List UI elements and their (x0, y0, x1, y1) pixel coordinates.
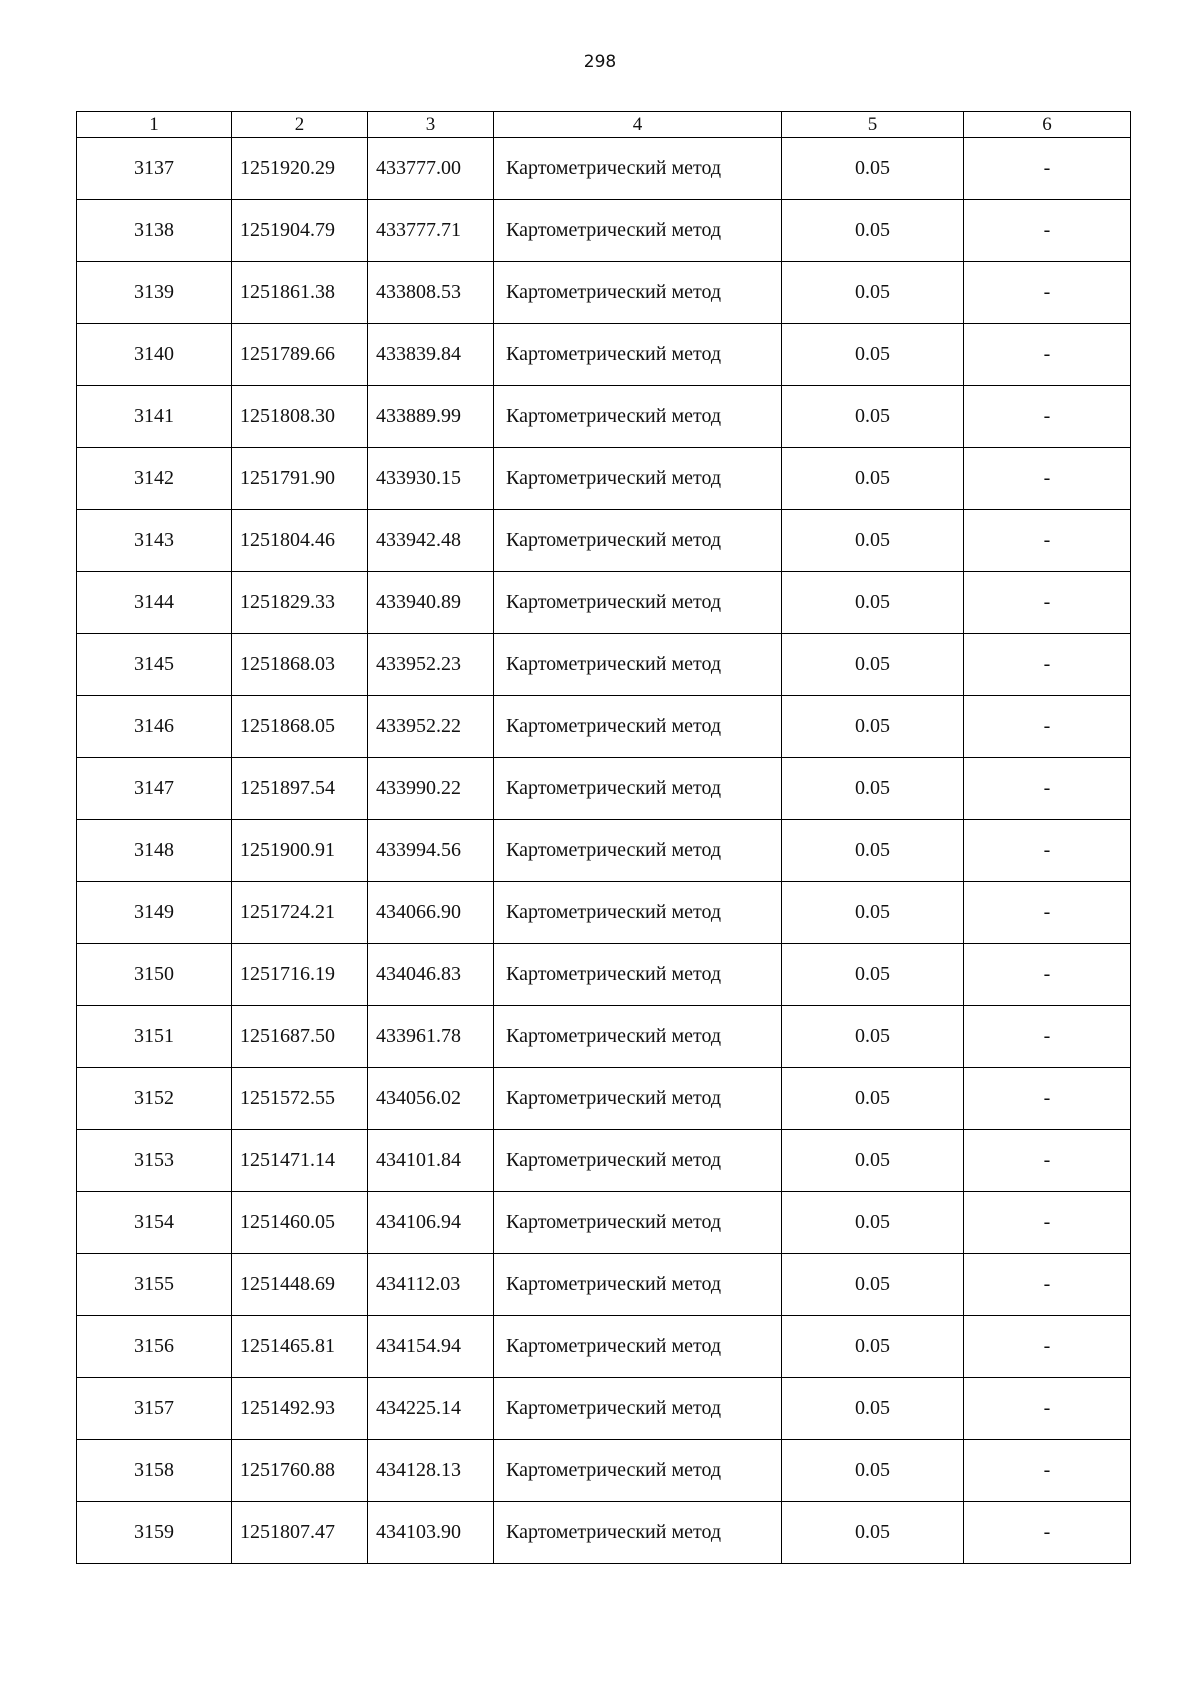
method-cell: Картометрический метод (494, 820, 782, 882)
x-coordinate-cell: 1251808.30 (232, 386, 368, 448)
x-coordinate-cell: 1251716.19 (232, 944, 368, 1006)
y-coordinate-cell: 433940.89 (368, 572, 494, 634)
x-coordinate-cell: 1251687.50 (232, 1006, 368, 1068)
table-row (77, 200, 1131, 262)
table-row (77, 1006, 1131, 1068)
point-number-cell: 3151 (77, 1006, 232, 1068)
x-coordinate-cell: 1251829.33 (232, 572, 368, 634)
accuracy-cell: 0.05 (782, 944, 964, 1006)
table-row (77, 510, 1131, 572)
table-row (77, 572, 1131, 634)
coordinates-table (76, 111, 1131, 1564)
accuracy-cell: 0.05 (782, 1316, 964, 1378)
accuracy-cell: 0.05 (782, 386, 964, 448)
y-coordinate-cell: 433942.48 (368, 510, 494, 572)
x-coordinate-cell: 1251804.46 (232, 510, 368, 572)
note-cell: - (964, 324, 1131, 386)
table-row (77, 820, 1131, 882)
x-coordinate-cell: 1251492.93 (232, 1378, 368, 1440)
accuracy-cell: 0.05 (782, 820, 964, 882)
x-coordinate-cell: 1251868.03 (232, 634, 368, 696)
note-cell: - (964, 634, 1131, 696)
accuracy-cell: 0.05 (782, 696, 964, 758)
table-row (77, 1130, 1131, 1192)
accuracy-cell: 0.05 (782, 510, 964, 572)
accuracy-cell: 0.05 (782, 262, 964, 324)
y-coordinate-cell: 433952.23 (368, 634, 494, 696)
x-coordinate-cell: 1251460.05 (232, 1192, 368, 1254)
method-cell: Картометрический метод (494, 1192, 782, 1254)
header-col-3: 3 (368, 112, 494, 138)
method-cell: Картометрический метод (494, 1378, 782, 1440)
point-number-cell: 3137 (77, 138, 232, 200)
y-coordinate-cell: 433994.56 (368, 820, 494, 882)
y-coordinate-cell: 433990.22 (368, 758, 494, 820)
note-cell: - (964, 1378, 1131, 1440)
note-cell: - (964, 138, 1131, 200)
point-number-cell: 3148 (77, 820, 232, 882)
note-cell: - (964, 510, 1131, 572)
method-cell: Картометрический метод (494, 1316, 782, 1378)
x-coordinate-cell: 1251789.66 (232, 324, 368, 386)
accuracy-cell: 0.05 (782, 200, 964, 262)
table-row (77, 696, 1131, 758)
header-col-6: 6 (964, 112, 1131, 138)
accuracy-cell: 0.05 (782, 1440, 964, 1502)
y-coordinate-cell: 433930.15 (368, 448, 494, 510)
point-number-cell: 3147 (77, 758, 232, 820)
point-number-cell: 3145 (77, 634, 232, 696)
x-coordinate-cell: 1251724.21 (232, 882, 368, 944)
method-cell: Картометрический метод (494, 1006, 782, 1068)
y-coordinate-cell: 433777.00 (368, 138, 494, 200)
method-cell: Картометрический метод (494, 448, 782, 510)
y-coordinate-cell: 433777.71 (368, 200, 494, 262)
x-coordinate-cell: 1251572.55 (232, 1068, 368, 1130)
header-col-2: 2 (232, 112, 368, 138)
point-number-cell: 3153 (77, 1130, 232, 1192)
point-number-cell: 3141 (77, 386, 232, 448)
table-row (77, 882, 1131, 944)
accuracy-cell: 0.05 (782, 572, 964, 634)
note-cell: - (964, 1068, 1131, 1130)
accuracy-cell: 0.05 (782, 138, 964, 200)
table-row (77, 1068, 1131, 1130)
point-number-cell: 3154 (77, 1192, 232, 1254)
note-cell: - (964, 1440, 1131, 1502)
method-cell: Картометрический метод (494, 882, 782, 944)
y-coordinate-cell: 434056.02 (368, 1068, 494, 1130)
accuracy-cell: 0.05 (782, 1192, 964, 1254)
y-coordinate-cell: 433839.84 (368, 324, 494, 386)
method-cell: Картометрический метод (494, 758, 782, 820)
note-cell: - (964, 944, 1131, 1006)
y-coordinate-cell: 434103.90 (368, 1502, 494, 1564)
table-row (77, 944, 1131, 1006)
note-cell: - (964, 262, 1131, 324)
header-row (77, 112, 1131, 138)
note-cell: - (964, 1502, 1131, 1564)
y-coordinate-cell: 433889.99 (368, 386, 494, 448)
method-cell: Картометрический метод (494, 696, 782, 758)
method-cell: Картометрический метод (494, 386, 782, 448)
note-cell: - (964, 386, 1131, 448)
table-row (77, 634, 1131, 696)
y-coordinate-cell: 434154.94 (368, 1316, 494, 1378)
table-row (77, 1502, 1131, 1564)
method-cell: Картометрический метод (494, 200, 782, 262)
table-row (77, 138, 1131, 200)
table-row (77, 1378, 1131, 1440)
point-number-cell: 3156 (77, 1316, 232, 1378)
note-cell: - (964, 1254, 1131, 1316)
method-cell: Картометрический метод (494, 634, 782, 696)
accuracy-cell: 0.05 (782, 758, 964, 820)
point-number-cell: 3142 (77, 448, 232, 510)
method-cell: Картометрический метод (494, 324, 782, 386)
y-coordinate-cell: 433952.22 (368, 696, 494, 758)
header-col-1: 1 (77, 112, 232, 138)
x-coordinate-cell: 1251791.90 (232, 448, 368, 510)
method-cell: Картометрический метод (494, 1440, 782, 1502)
x-coordinate-cell: 1251897.54 (232, 758, 368, 820)
header-col-4: 4 (494, 112, 782, 138)
method-cell: Картометрический метод (494, 1068, 782, 1130)
table-row (77, 448, 1131, 510)
x-coordinate-cell: 1251807.47 (232, 1502, 368, 1564)
header-col-5: 5 (782, 112, 964, 138)
point-number-cell: 3158 (77, 1440, 232, 1502)
note-cell: - (964, 1316, 1131, 1378)
method-cell: Картометрический метод (494, 944, 782, 1006)
accuracy-cell: 0.05 (782, 1502, 964, 1564)
point-number-cell: 3150 (77, 944, 232, 1006)
accuracy-cell: 0.05 (782, 634, 964, 696)
y-coordinate-cell: 434066.90 (368, 882, 494, 944)
page-number: 298 (583, 52, 617, 72)
note-cell: - (964, 1006, 1131, 1068)
accuracy-cell: 0.05 (782, 1130, 964, 1192)
point-number-cell: 3146 (77, 696, 232, 758)
x-coordinate-cell: 1251471.14 (232, 1130, 368, 1192)
accuracy-cell: 0.05 (782, 1068, 964, 1130)
table-row (77, 386, 1131, 448)
y-coordinate-cell: 434046.83 (368, 944, 494, 1006)
accuracy-cell: 0.05 (782, 324, 964, 386)
point-number-cell: 3139 (77, 262, 232, 324)
note-cell: - (964, 758, 1131, 820)
note-cell: - (964, 1130, 1131, 1192)
table-row (77, 262, 1131, 324)
table-row (77, 1316, 1131, 1378)
note-cell: - (964, 696, 1131, 758)
point-number-cell: 3159 (77, 1502, 232, 1564)
point-number-cell: 3138 (77, 200, 232, 262)
method-cell: Картометрический метод (494, 1502, 782, 1564)
method-cell: Картометрический метод (494, 1130, 782, 1192)
x-coordinate-cell: 1251904.79 (232, 200, 368, 262)
y-coordinate-cell: 434106.94 (368, 1192, 494, 1254)
point-number-cell: 3140 (77, 324, 232, 386)
note-cell: - (964, 882, 1131, 944)
accuracy-cell: 0.05 (782, 1254, 964, 1316)
accuracy-cell: 0.05 (782, 882, 964, 944)
accuracy-cell: 0.05 (782, 1378, 964, 1440)
table-row (77, 1192, 1131, 1254)
y-coordinate-cell: 434225.14 (368, 1378, 494, 1440)
y-coordinate-cell: 433961.78 (368, 1006, 494, 1068)
note-cell: - (964, 200, 1131, 262)
x-coordinate-cell: 1251760.88 (232, 1440, 368, 1502)
table-row (77, 1254, 1131, 1316)
table-header (77, 112, 1131, 138)
point-number-cell: 3152 (77, 1068, 232, 1130)
method-cell: Картометрический метод (494, 572, 782, 634)
table-row (77, 758, 1131, 820)
point-number-cell: 3143 (77, 510, 232, 572)
x-coordinate-cell: 1251900.91 (232, 820, 368, 882)
y-coordinate-cell: 434101.84 (368, 1130, 494, 1192)
method-cell: Картометрический метод (494, 510, 782, 572)
table-body (77, 138, 1131, 1564)
accuracy-cell: 0.05 (782, 448, 964, 510)
y-coordinate-cell: 433808.53 (368, 262, 494, 324)
note-cell: - (964, 448, 1131, 510)
accuracy-cell: 0.05 (782, 1006, 964, 1068)
point-number-cell: 3149 (77, 882, 232, 944)
note-cell: - (964, 572, 1131, 634)
method-cell: Картометрический метод (494, 262, 782, 324)
y-coordinate-cell: 434128.13 (368, 1440, 494, 1502)
point-number-cell: 3157 (77, 1378, 232, 1440)
point-number-cell: 3155 (77, 1254, 232, 1316)
y-coordinate-cell: 434112.03 (368, 1254, 494, 1316)
x-coordinate-cell: 1251448.69 (232, 1254, 368, 1316)
x-coordinate-cell: 1251868.05 (232, 696, 368, 758)
method-cell: Картометрический метод (494, 1254, 782, 1316)
point-number-cell: 3144 (77, 572, 232, 634)
note-cell: - (964, 820, 1131, 882)
method-cell: Картометрический метод (494, 138, 782, 200)
note-cell: - (964, 1192, 1131, 1254)
table-row (77, 1440, 1131, 1502)
table-row (77, 324, 1131, 386)
x-coordinate-cell: 1251861.38 (232, 262, 368, 324)
x-coordinate-cell: 1251920.29 (232, 138, 368, 200)
x-coordinate-cell: 1251465.81 (232, 1316, 368, 1378)
